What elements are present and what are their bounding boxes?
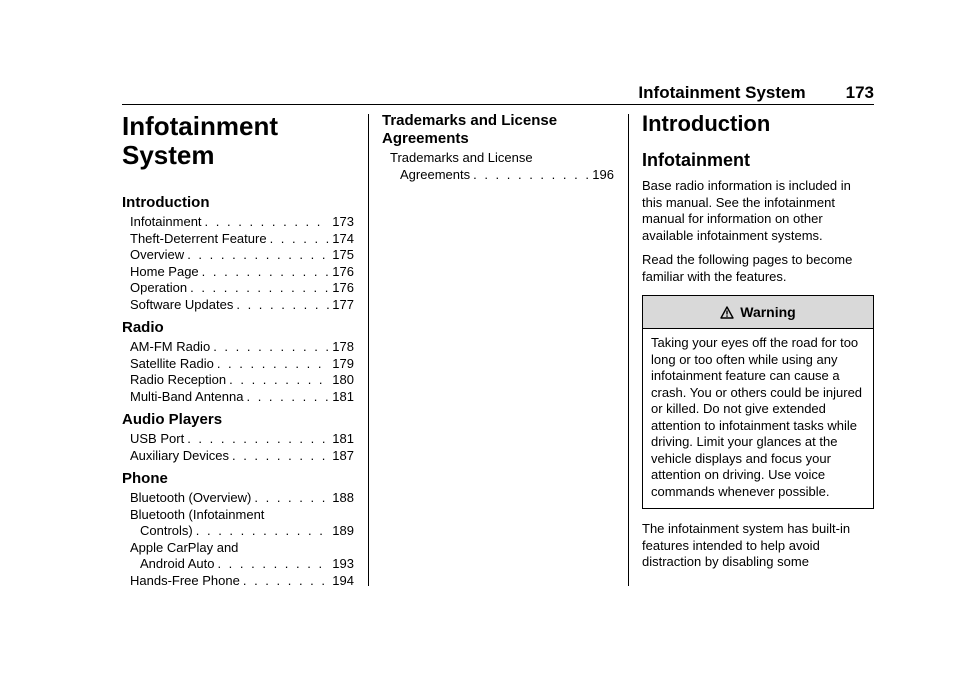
toc-entry[interactable]: Trademarks and License Agreements . . . 196	[390, 150, 614, 183]
content-column	[642, 112, 874, 579]
toc-entry[interactable]: Bluetooth (Infotainment Controls) . . . 189	[130, 507, 354, 540]
toc-column-2	[382, 112, 614, 183]
warning-label: Warning	[740, 304, 796, 320]
toc-entry[interactable]: Apple CarPlay and Android Auto . . . 193	[130, 540, 354, 573]
toc-entry[interactable]: Overview . . . 175	[130, 247, 354, 264]
toc-entry[interactable]: Operation . . . 176	[130, 280, 354, 297]
toc-entry[interactable]: Auxiliary Devices . . . 187	[130, 448, 354, 465]
toc-heading-radio[interactable]: Radio	[122, 319, 164, 336]
warning-box	[642, 295, 874, 509]
header-section-title: Infotainment System	[638, 83, 806, 102]
body-paragraph: Base radio information is included in this manual. See the infotainment manual for information on other available infotainment systems.	[642, 178, 851, 243]
toc-entry[interactable]: AM-FM Radio . . . 178	[130, 339, 354, 356]
chapter-title: Infotainment System	[122, 111, 278, 170]
body-paragraph: The infotainment system has built-in features intended to help avoid distraction by disabling some	[642, 521, 851, 569]
subsection-title: Infotainment	[642, 150, 750, 170]
page-header	[122, 82, 874, 104]
column-divider	[368, 114, 369, 586]
toc-list-radio	[122, 339, 354, 405]
column-divider	[628, 114, 629, 586]
warning-text: Taking your eyes off the road for too long or too often while using any infotainment feature can cause a crash. You or others could be injured or killed. Do not give extended attention to infotainment tasks while driving. Limit your glances at the vehicle displays and focus your attention on driving. Use voice commands whenever possible.	[651, 335, 863, 499]
header-rule	[122, 104, 874, 105]
toc-heading-trademarks[interactable]: Trademarks and License Agreements	[382, 112, 558, 147]
toc-list-trademarks	[382, 150, 614, 183]
warning-header	[643, 296, 873, 329]
toc-heading-audio-players[interactable]: Audio Players	[122, 411, 223, 428]
page-number: 173	[845, 83, 874, 102]
toc-entry[interactable]: Theft-Deterrent Feature . . . 174	[130, 231, 354, 248]
toc-entry[interactable]: Home Page . . . 176	[130, 264, 354, 281]
toc-heading-phone[interactable]: Phone	[122, 470, 168, 487]
toc-column-1	[122, 112, 354, 589]
toc-entry[interactable]: Software Updates . . . 177	[130, 297, 354, 314]
toc-entry[interactable]: Hands-Free Phone . . . 194	[130, 573, 354, 590]
toc-entry[interactable]: Satellite Radio . . . 179	[130, 356, 354, 373]
toc-list-audio-players	[122, 431, 354, 464]
toc-entry[interactable]: Infotainment . . . 173	[130, 214, 354, 231]
toc-entry[interactable]: Radio Reception . . . 180	[130, 372, 354, 389]
body-paragraph: Read the following pages to become familiar with the features.	[642, 252, 853, 284]
toc-entry[interactable]: Bluetooth (Overview) . . . 188	[130, 490, 354, 507]
warning-triangle-icon	[720, 306, 734, 319]
toc-entry[interactable]: Multi-Band Antenna . . . 181	[130, 389, 354, 406]
toc-list-phone	[122, 490, 354, 589]
toc-list-introduction	[122, 214, 354, 313]
toc-heading-introduction[interactable]: Introduction	[122, 194, 210, 211]
toc-entry[interactable]: USB Port . . . 181	[130, 431, 354, 448]
section-title: Introduction	[642, 111, 771, 136]
